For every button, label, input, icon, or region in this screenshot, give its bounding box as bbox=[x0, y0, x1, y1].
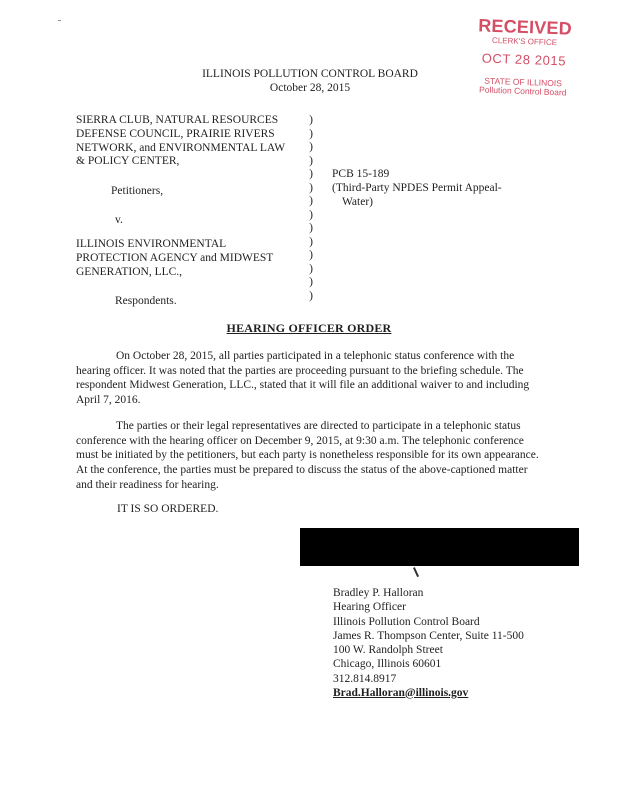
respondents-block bbox=[76, 238, 311, 279]
respondents-line: GENERATION, LLC., bbox=[76, 265, 183, 278]
case-type-continuation: Water) bbox=[342, 195, 373, 208]
petitioners-block bbox=[76, 114, 311, 169]
caption-parenthesis: ) bbox=[309, 235, 313, 248]
email-link[interactable]: Brad.Halloran@illinois.gov bbox=[333, 686, 469, 699]
received-date: OCT 28 2015 bbox=[481, 50, 567, 69]
officer-title: Hearing Officer bbox=[333, 601, 406, 614]
respondents-label: Respondents. bbox=[115, 295, 177, 307]
caption-parenthesis: ) bbox=[309, 249, 313, 261]
respondents-line: PROTECTION AGENCY and MIDWEST bbox=[76, 251, 274, 264]
address-line-1: James R. Thompson Center, Suite 11-500 bbox=[333, 629, 524, 642]
caption-parenthesis: ) bbox=[309, 262, 313, 275]
petitioners-line: NETWORK, and ENVIRONMENTAL LAW bbox=[76, 141, 286, 154]
redacted-signature bbox=[300, 528, 579, 566]
board-title: ILLINOIS POLLUTION CONTROL BOARD bbox=[202, 68, 418, 80]
address-line-2: 100 W. Randolph Street bbox=[333, 644, 443, 656]
received-stamp bbox=[467, 16, 582, 98]
order-paragraph bbox=[76, 419, 544, 493]
petitioners-label: Petitioners, bbox=[111, 185, 164, 197]
paragraph-text: The parties or their legal representatives are directed to participate in a telephonic status conference with the hearing officer on December 9, 2015, at 9:30 a.m. The telephonic conference must be initiated by the petitioners, but each party is nonetheless responsible for its own appearance. At the conference, the parties must be prepared to discuss the status of the above-captioned matter and their readiness for hearing. bbox=[76, 420, 539, 491]
city-line: Chicago, Illinois 60601 bbox=[333, 658, 442, 671]
state-name: STATE OF ILLINOIS bbox=[484, 75, 563, 89]
caption-parenthesis: ) bbox=[309, 154, 313, 167]
petitioners-line: & POLICY CENTER, bbox=[76, 155, 180, 168]
clerk-office-label: CLERK'S OFFICE bbox=[491, 35, 558, 48]
phone-number: 312.814.8917 bbox=[333, 672, 397, 685]
versus-label: v. bbox=[115, 214, 123, 226]
caption-parentheses bbox=[306, 114, 316, 303]
signature-mark bbox=[413, 565, 424, 577]
received-label: RECEIVED bbox=[477, 15, 573, 39]
respondents-line: ILLINOIS ENVIRONMENTAL bbox=[76, 238, 227, 250]
caption-parenthesis: ) bbox=[309, 222, 313, 234]
caption-parenthesis: ) bbox=[309, 208, 313, 221]
signature-block bbox=[333, 586, 563, 700]
caption-parenthesis: ) bbox=[309, 181, 313, 194]
caption-parenthesis: ) bbox=[309, 127, 313, 140]
case-type: (Third-Party NPDES Permit Appeal- bbox=[332, 181, 502, 194]
order-paragraph bbox=[76, 349, 544, 408]
document-date: October 28, 2015 bbox=[269, 81, 351, 94]
closing-statement: IT IS SO ORDERED. bbox=[117, 503, 219, 515]
caption-parenthesis: ) bbox=[309, 168, 313, 180]
caption-parenthesis: ) bbox=[309, 195, 313, 207]
board-name: Pollution Control Board bbox=[478, 84, 567, 98]
state-label bbox=[467, 76, 580, 99]
officer-organization: Illinois Pollution Control Board bbox=[333, 615, 480, 628]
case-number: PCB 15-189 bbox=[332, 168, 390, 180]
paragraph-text: On October 28, 2015, all parties participated in a telephonic status conference with the hearing officer. It was noted that the parties are proceeding pursuant to the briefing schedule. The respondent Midwest Generation, LLC., stated that it will file an additional waiver to and including April 7, 2016. bbox=[76, 350, 530, 407]
petitioners-line: DEFENSE COUNCIL, PRAIRIE RIVERS bbox=[76, 127, 275, 140]
caption-parenthesis: ) bbox=[309, 114, 313, 126]
caption-parenthesis: ) bbox=[309, 276, 313, 288]
scan-mark bbox=[58, 20, 61, 21]
officer-name: Bradley P. Halloran bbox=[333, 587, 424, 599]
case-info bbox=[332, 168, 522, 209]
caption-parenthesis: ) bbox=[309, 289, 313, 302]
order-title: HEARING OFFICER ORDER bbox=[226, 321, 392, 335]
caption-parenthesis: ) bbox=[309, 141, 313, 153]
petitioners-line: SIERRA CLUB, NATURAL RESOURCES bbox=[76, 114, 279, 126]
document-header bbox=[195, 68, 425, 96]
case-caption bbox=[76, 114, 546, 309]
